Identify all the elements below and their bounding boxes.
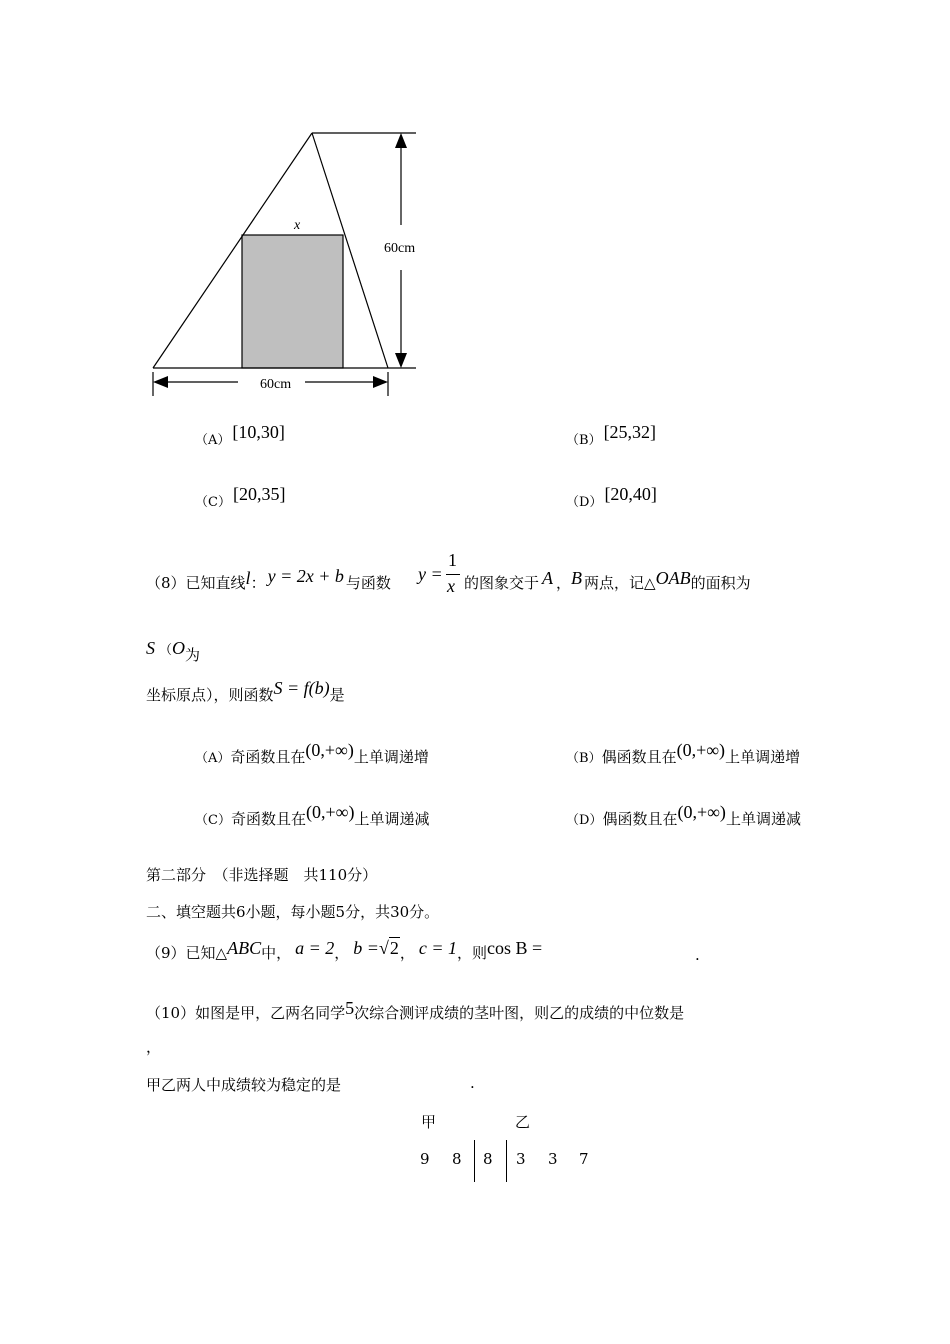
q8-option-b [566,740,801,767]
option-label: （B） [566,751,602,766]
q8-S: S [146,638,155,658]
q7-option-d [566,484,657,511]
q8-comma: ， [556,574,572,592]
q8-area: 的面积为 [690,574,751,592]
option-post: 上单调递增 [353,748,429,766]
option-pre: 偶函数且在 [601,748,677,766]
q8-two-points: 两点，记△ [584,574,656,592]
q10-end: . [470,1074,475,1092]
option-post: 上单调递减 [725,810,801,828]
q8-A: A [542,568,554,588]
stem-left-header: 甲 [421,1113,437,1131]
option-label: （C） [195,495,231,510]
q10-five: 5 [345,998,355,1018]
option-pre: 偶函数且在 [602,810,678,828]
right-leaf: 3 [516,1150,526,1168]
q8-intersect: 的图象交于 [464,574,540,592]
q9-sep: ， [334,944,350,962]
option-interval: (0,+∞) [305,802,355,822]
q8-option-a [195,740,429,767]
q7-option-b [566,422,657,449]
q8-B: B [571,568,583,588]
q9-zhong: 中， [261,944,292,962]
q9-line [146,938,543,963]
option-label: （A） [195,751,231,766]
label-base: 60cm [260,377,292,392]
q10-post: 次综合测评成绩的茎叶图，则乙的成绩的中位数是 [354,1004,685,1022]
stem-divider-left [474,1140,475,1182]
q9-a: a = 2 [295,938,335,958]
shaded-rectangle [242,235,343,368]
stem-value: 8 [483,1150,493,1168]
q9-sqrt-val: 2 [389,938,399,958]
q9-end: . [695,946,700,964]
q8-OAB: OAB [655,568,691,588]
option-interval: (0,+∞) [677,802,726,822]
option-value: [20,35] [232,484,286,504]
option-post: 上单调递增 [725,748,801,766]
q8-func: S = f(b) [273,678,330,698]
option-label: （D） [566,495,603,510]
right-leaf: 3 [548,1150,558,1168]
q8-line1 [146,566,391,593]
option-label: （A） [195,433,231,448]
q8-line3 [146,678,345,705]
option-value: [20,40] [604,484,657,504]
triangle-figure [140,120,440,405]
right-leaf: 7 [579,1150,589,1168]
q9-sep: ， [399,944,415,962]
option-interval: (0,+∞) [676,740,726,760]
option-pre: 奇函数且在 [230,748,306,766]
left-leaf: 9 [420,1150,430,1168]
sqrt-symbol: √ [378,938,389,958]
option-label: （C） [195,813,231,828]
q9-num: （9）已知△ [146,944,228,962]
q8-paren: （ [159,643,173,658]
q8-y-eq: y = [418,564,443,584]
q9-c: c = 1 [418,938,457,958]
stem-divider-right [506,1140,507,1182]
option-label: （D） [566,813,603,828]
q10-line1 [146,998,685,1023]
q8-with-func: 与函数 [345,574,391,592]
q9-sep: ， [456,944,472,962]
q8-shi: 是 [329,686,345,704]
q8-wei: 为 [185,646,201,664]
q8-O: O [172,638,186,658]
q8-colon: ： [250,574,266,592]
fraction-bar [446,574,460,575]
option-value: [10,30] [232,422,285,442]
stem-right-header: 乙 [515,1113,531,1131]
q8-frac-num: 1 [448,550,457,570]
q9-ABC: ABC [227,938,262,958]
q8-option-d [566,802,801,829]
option-pre: 奇函数且在 [230,810,306,828]
q7-option-a [195,422,285,449]
q8-line-eq: y = 2x + b [267,566,344,586]
q10-line3: 甲乙两人中成绩较为稳定的是 [146,1076,342,1094]
q8-origin: 坐标原点），则函数 [146,686,274,704]
part2-title: 第二部分 （非选择题 共110分） [146,866,378,884]
q10-pre: （10）如图是甲，乙两名同学 [146,1004,346,1022]
q9-cosB: cos B = [487,938,543,958]
q8-option-c [195,802,430,829]
q8-frac-den: x [447,576,455,596]
left-leaf: 8 [452,1150,462,1168]
option-value: [25,32] [603,422,657,442]
q9-ze: 则 [472,944,488,962]
q7-option-c [195,484,286,511]
q9-b: b = [353,938,379,958]
label-height: 60cm [384,241,416,256]
q8-num: （8）已知直线 [146,574,246,592]
option-post: 上单调递减 [354,810,430,828]
q8-line2 [146,638,201,664]
q8-line1-cont [464,568,751,593]
q8-l: l [245,568,251,588]
option-interval: (0,+∞) [305,740,354,760]
q10-comma-line: ， [146,1038,162,1056]
part2-section: 二、填空题共6小题，每小题5分，共30分。 [146,903,440,921]
label-x: x [294,218,301,233]
option-label: （B） [566,433,602,448]
